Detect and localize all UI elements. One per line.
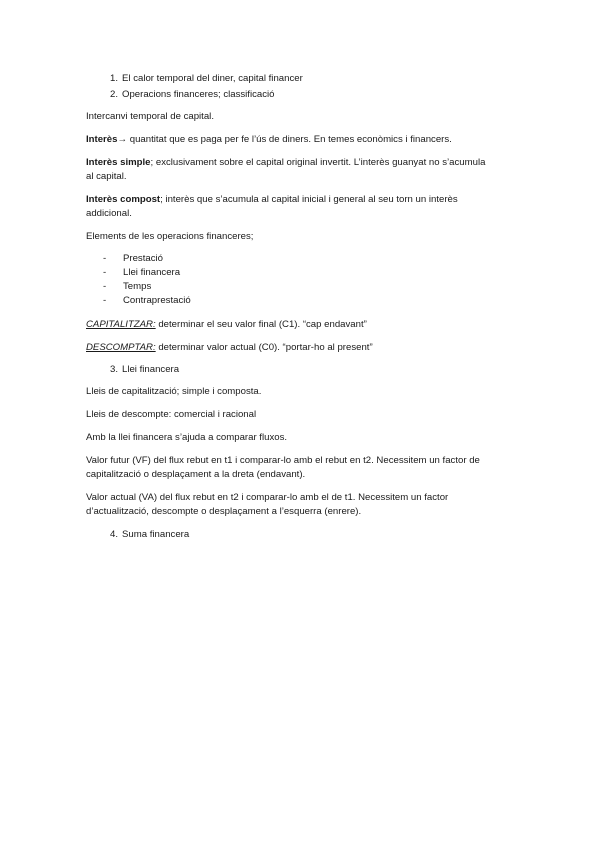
definition: determinar valor actual (C0). “portar-ho al present” (155, 342, 373, 353)
term-label: CAPITALITZAR: (86, 319, 156, 330)
definition: quantitat que es paga per fe l’ús de diners. En temes econòmics i financers. (127, 134, 452, 145)
list-dash: - (103, 281, 107, 292)
definition: determinar el seu valor final (C1). “cap endavant” (155, 319, 367, 330)
list-text: El calor temporal del diner, capital financer (122, 73, 303, 84)
list-item (103, 280, 151, 294)
list-item (103, 266, 180, 280)
paragraph: Amb la llei financera s’ajuda a comparar fluxos. (86, 432, 288, 443)
paragraph-continuation: d’actualització, descompte o desplaçament a l’esquerra (enrere). (86, 506, 362, 517)
paragraph-continuation: addicional. (86, 208, 132, 219)
paragraph: Valor actual (VA) del flux rebut en t2 i comparar-lo amb el de t1. Necessitem un factor (86, 492, 449, 503)
list-item (103, 252, 163, 266)
paragraph: Lleis de descompte: comercial i racional (86, 409, 257, 420)
list-number: 4. (109, 529, 118, 540)
list-text: Prestació (123, 253, 163, 264)
list-item (100, 528, 189, 542)
list-text: Suma financera (122, 529, 190, 540)
list-number: 2. (109, 89, 118, 100)
list-dash: - (103, 253, 107, 264)
paragraph: Valor futur (VF) del flux rebut en t1 i comparar-lo amb el rebut en t2. Necessitem un factor de (86, 455, 480, 466)
paragraph-continuation: capitalització o desplaçament a la dreta (endavant). (86, 469, 306, 480)
paragraph-interes-simple (86, 156, 485, 170)
paragraph: Elements de les operacions financeres; (86, 231, 254, 242)
list-item (100, 88, 275, 102)
list-text: Llei financera (123, 267, 181, 278)
list-number: 3. (109, 364, 118, 375)
paragraph: Lleis de capitalització; simple i composta. (86, 386, 262, 397)
paragraph-descomptar (86, 341, 373, 355)
list-number: 1. (109, 73, 118, 84)
paragraph-continuation: al capital. (86, 171, 127, 182)
term-label: DESCOMPTAR: (86, 342, 156, 353)
paragraph-interes-compost (86, 193, 458, 207)
term: Interès (86, 134, 118, 145)
list-text: Llei financera (122, 364, 180, 375)
paragraph-interes (86, 133, 452, 147)
definition: ; exclusivament sobre el capital original invertit. L’interès guanyat no s’acumula (150, 157, 486, 168)
list-item (100, 72, 303, 86)
list-item (100, 363, 179, 377)
paragraph-capitalitzar (86, 318, 367, 332)
term: Interès simple (86, 157, 151, 168)
term: Interès compost (86, 194, 161, 205)
list-dash: - (103, 295, 107, 306)
list-dash: - (103, 267, 107, 278)
definition: ; interès que s’acumula al capital inicial i general al seu torn un interès (160, 194, 458, 205)
arrow-icon: → (117, 134, 128, 145)
list-item (103, 294, 191, 308)
list-text: Temps (123, 281, 152, 292)
paragraph: Intercanvi temporal de capital. (86, 111, 214, 122)
list-text: Operacions financeres; classificació (122, 89, 275, 100)
list-text: Contraprestació (123, 295, 191, 306)
